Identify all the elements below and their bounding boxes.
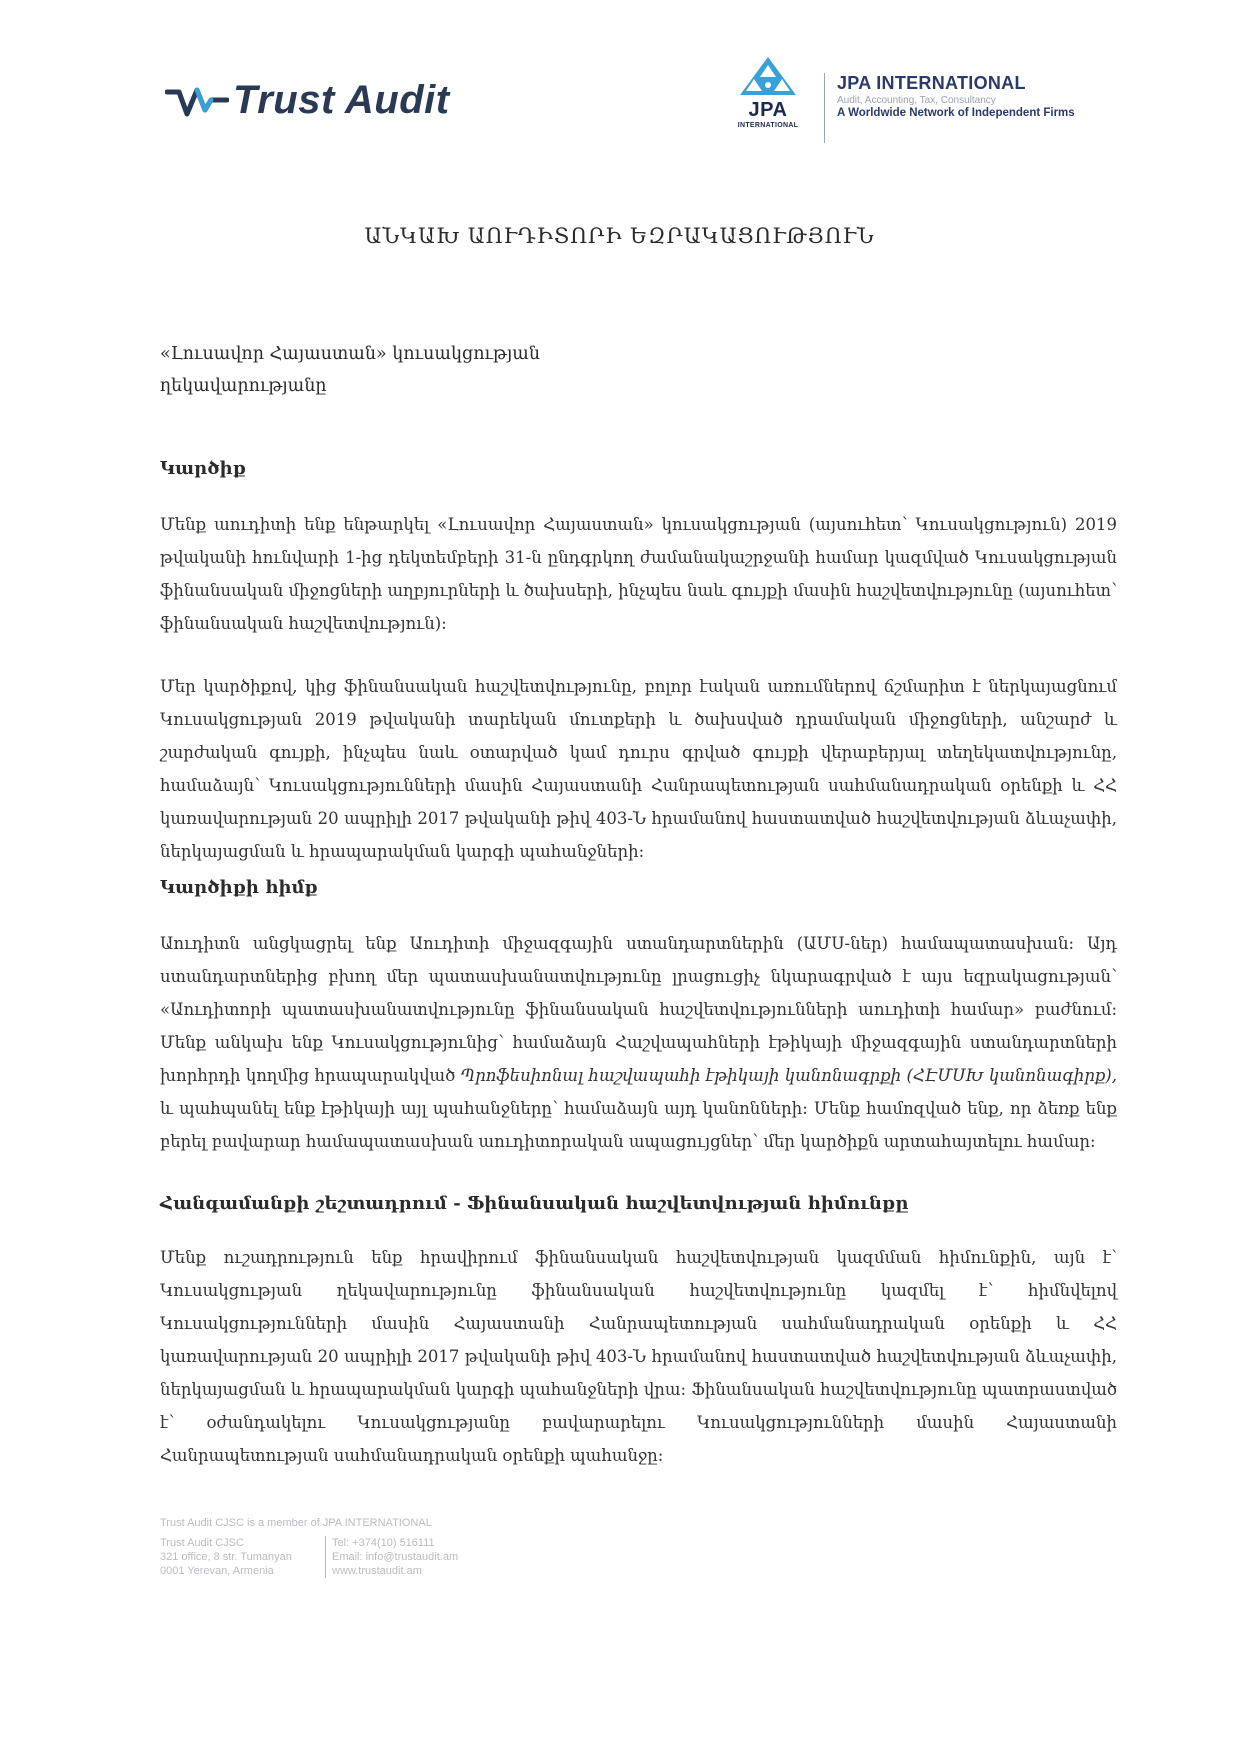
trust-audit-logo-text: Trust Audit [233,78,450,122]
jpa-mark-sub: INTERNATIONAL [737,122,799,129]
jpa-mark [724,55,812,129]
jpa-mark-word: JPA [748,99,788,121]
jpa-international-logo [724,55,1075,143]
basis-text-2: և պահպանել ենք էթիկայի այլ պահանջները՝ համաձայն այդ կանոնների: Մենք համոզված ենք, որ ձեռք ենք բերել բավարար համապատասխան աուդիտորական ապացույցներ՝ մեր կարծիքն արտահայտելու համար: [160,1099,1117,1151]
footer-contacts [325,1536,458,1578]
document-title: ԱՆԿԱԽ ԱՈՒԴԻՏՈՐԻ ԵԶՐԱԿԱՑՈՒԹՅՈՒՆ [364,224,875,248]
footer-email[interactable]: Email: info@trustaudit.am [332,1551,459,1563]
basis-text-1: Աուդիտն անցկացրել ենք Աուդիտի միջազգային ստանդարտներին (ԱՄՍ-ներ) համապատասխան: Այդ ստանդարտներից բխող մեր պատասխանատվությունը լրացուցիչ նկարագրված է այս եզրակացության՝ «Աուդիտորի պատասխանատվությունը ֆինանսական հաշվետվությունների աուդիտի համար» բաժնում: Մենք անկախ ենք Կուսակցությունից՝ համաձայն Հաշվապահների էթիկայի միջազգային ստանդարտների խորհրդի կողմից հրապարակված [160,934,1117,1085]
opinion-heading: Կարծիք [160,458,246,479]
basis-italic-code: Պրոֆեսիոնալ հաշվապահի էթիկայի կանոնագրքի (ՀԷՄՍԽ կանոնագիրք), [460,1066,1117,1085]
addressee-line-1: «Լուսավոր Հայաստան» կուսակցության [160,344,540,364]
footer-address [160,1536,325,1578]
addressee-line-2: ղեկավարությանը [160,376,327,396]
jpa-title: JPA INTERNATIONAL [837,73,1026,93]
footer-address-1: 321 office, 8 str. Tumanyan [160,1551,292,1563]
jpa-triangle-icon [738,55,798,97]
jpa-divider [824,73,825,143]
opinion-paragraph-1: Մենք աուդիտի ենք ենթարկել «Լուսավոր Հայաստան» կուսակցության (այսուհետ՝ Կուսակցություն) 2019 թվականի հունվարի 1-ից դեկտեմբերի 31-ն ընդգրկող ժամանակաշրջանի համար կազմված Կուսակցության ֆինանսական միջոցների աղբյուրների և ծախսերի, ինչպես նաև գույքի մասին հաշվետվությունը (այսուհետ՝ ֆինանսական հաշվետվություն): [160,515,1117,633]
addressee [160,338,540,402]
jpa-services: Audit, Accounting, Tax, Consultancy [837,95,996,106]
footer-tel: Tel: +374(10) 516111 [332,1537,435,1549]
jpa-tagline: A Worldwide Network of Independent Firms [837,107,1075,119]
footer-website-link[interactable]: www.trustaudit.am [332,1565,422,1577]
trust-audit-logo [165,78,450,123]
footer-member-line: Trust Audit CJSC is a member of JPA INTERNATIONAL [160,1517,432,1529]
footer [160,1516,458,1578]
basis-heading: Կարծիքի հիմք [160,877,318,898]
emphasis-paragraph: Մենք ուշադրություն ենք հրավիրում ֆինանսական հաշվետվության կազմման հիմունքին, այն է՝ Կուսակցության ղեկավարությունը ֆինանսական հաշվետվությունը կազմել է՝ հիմնվելով Կուսակցությունների մասին Հայաստանի Հանրապետության սահմանադրական օրենքի և ՀՀ կառավարության 20 ապրիլի 2017 թվականի թիվ 403-Ն հրամանով հաստատված հաշվետվության ձևաչափի, ներկայացման և հրապարակման կարգի պահանջների վրա: Ֆինանսական հաշվետվությունը պատրաստված է՝ օժանդակելու Կուսակցությանը բավարարելու Կուսակցությունների մասին Հայաստանի Հանրապետության սահմանադրական օրենքի պահանջը: [160,1248,1117,1465]
emphasis-heading: Հանգամանքի շեշտադրում - Ֆինանսական հաշվետվության հիմունքը [160,1193,909,1214]
footer-company: Trust Audit CJSC [160,1537,244,1549]
trust-audit-wave-icon [165,84,229,118]
jpa-text-block [837,73,1075,119]
footer-address-2: 0001 Yerevan, Armenia [160,1565,274,1577]
basis-paragraph [160,927,1117,1158]
opinion-paragraph-2: Մեր կարծիքով, կից ֆինանսական հաշվետվությունը, բոլոր էական առումներով ճշմարիտ է ներկայացնում Կուսակցության 2019 թվականի տարեկան մուտքերի և ծախսված դրամական միջոցների, անշարժ և շարժական գույքի, ինչպես նաև օտարված կամ դուրս գրված գույքի վերաբերյալ տեղեկատվությունը, համաձայն՝ Կուսակցությունների մասին Հայաստանի Հանրապետության սահմանադրական օրենքի և ՀՀ կառավարության 20 ապրիլի 2017 թվականի թիվ 403-Ն հրամանով հաստատված հաշվետվության ձևաչափի, ներկայացման և հրապարակման կարգի պահանջների: [160,677,1117,861]
